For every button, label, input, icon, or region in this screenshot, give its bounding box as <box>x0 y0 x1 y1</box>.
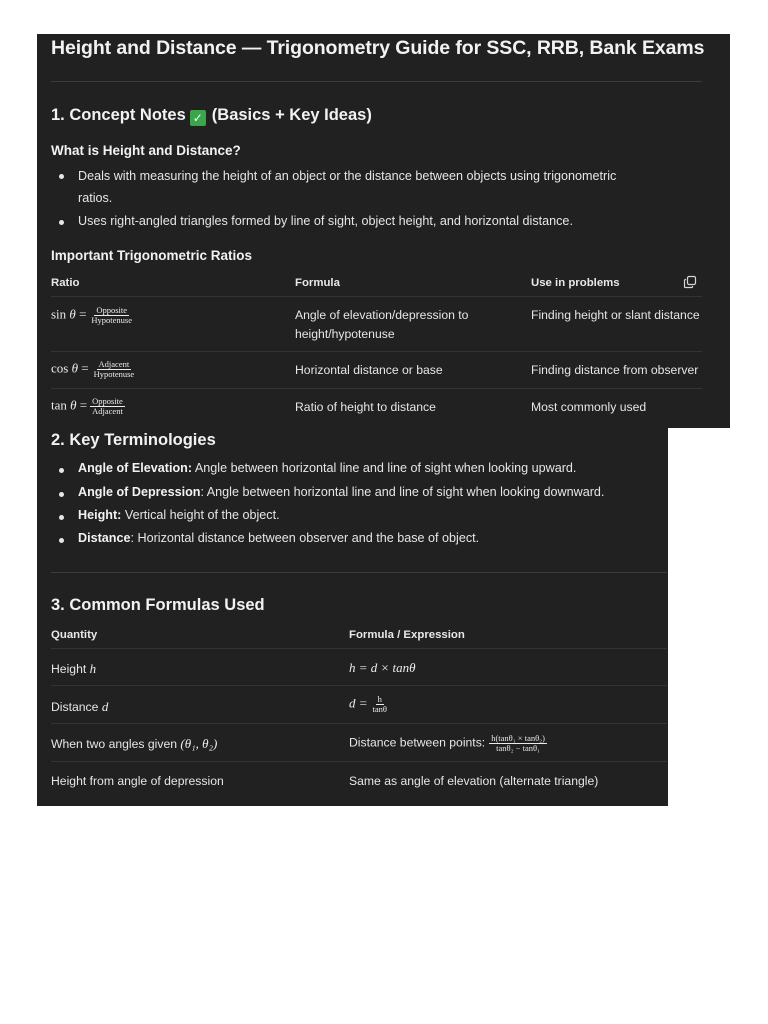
quantity-cell: Distance d <box>51 699 109 714</box>
ratio-tan: tan θ = $\frac{\text{Opposite}}{\text{Adjacent}}$ <box>51 396 123 416</box>
copy-icon[interactable] <box>683 275 697 289</box>
ratio-cos: cos θ = $\frac{\text{Adjacent}}{\text{Hypotenuse}}$ <box>51 359 135 379</box>
formula-cell: Angle of elevation/depression to <box>295 308 469 322</box>
top-panel <box>37 34 730 428</box>
table-row-divider <box>51 351 702 352</box>
section2-heading: 2. Key Terminologies <box>51 431 216 449</box>
term-item: Distance: Horizontal distance between observer and the base of object. <box>78 531 480 545</box>
section1-heading <box>51 106 372 126</box>
expression-cell: d = $\frac{h}{\tan\theta}$ <box>349 694 387 714</box>
col-header-use: Use in problems <box>531 277 620 289</box>
table-row-divider <box>51 723 667 724</box>
bullet-dot <box>59 515 64 520</box>
page-title: Height and Distance — Trigonometry Guide for SSC, RRB, Bank Exams <box>51 37 705 59</box>
ratios-heading: Important Trigonometric Ratios <box>51 248 253 263</box>
ratio-sin: sin θ = $\frac{\text{Opposite}}{\text{Hypotenuse}}$ <box>51 305 133 325</box>
section1-heading-prefix: 1. Concept Notes <box>51 106 186 124</box>
col-header-expression: Formula / Expression <box>349 629 465 641</box>
quantity-cell: Height from angle of depression <box>51 774 224 788</box>
divider <box>51 572 667 573</box>
table-row-divider <box>51 761 667 762</box>
col-header-quantity: Quantity <box>51 629 98 641</box>
formula-cell: Ratio of height to distance <box>295 400 436 414</box>
term-item: Angle of Depression: Angle between horizontal line and line of sight when looking downward. <box>78 485 605 499</box>
bullet-dot <box>59 174 64 179</box>
concept-bullet-2: Uses right-angled triangles formed by line of sight, object height, and horizontal distance. <box>78 214 573 228</box>
section1-heading-suffix: (Basics + Key Ideas) <box>211 106 372 124</box>
bullet-dot <box>59 492 64 497</box>
table-row-divider <box>51 388 702 389</box>
formula-cell: Horizontal distance or base <box>295 363 443 377</box>
bottom-panel <box>37 428 668 806</box>
expression-cell: Distance between points: $\frac{\text{h(tanθ₁ × tanθ₂)}}{\text{tanθ₂ − tanθ₁}}$ <box>349 733 545 753</box>
section3-heading: 3. Common Formulas Used <box>51 596 265 614</box>
term-item: Height: Vertical height of the object. <box>78 508 280 522</box>
formula-cell-cont: height/hypotenuse <box>295 327 395 341</box>
table-divider <box>51 648 667 649</box>
concept-bullet-1: Deals with measuring the height of an object or the distance between objects using trigonometric <box>78 169 617 183</box>
use-cell: Finding distance from observer <box>531 363 699 377</box>
what-is-heading: What is Height and Distance? <box>51 143 241 158</box>
use-cell: Most commonly used <box>531 400 647 414</box>
table-divider <box>51 296 702 297</box>
use-cell: Finding height or slant distance <box>531 308 700 322</box>
table-row-divider <box>51 685 667 686</box>
bullet-dot <box>59 220 64 225</box>
divider <box>51 81 702 82</box>
check-mark-icon: ✓ <box>190 110 206 126</box>
col-header-ratio: Ratio <box>51 277 80 289</box>
expression-cell: Same as angle of elevation (alternate triangle) <box>349 774 599 788</box>
expression-cell: h = d × tanθ <box>349 660 416 675</box>
bullet-dot <box>59 468 64 473</box>
col-header-formula: Formula <box>295 277 340 289</box>
quantity-cell: Height h <box>51 661 97 676</box>
term-item: Angle of Elevation: Angle between horizontal line and line of sight when looking upward. <box>78 461 577 475</box>
concept-bullet-1-cont: ratios. <box>78 191 113 205</box>
quantity-cell: When two angles given (θ₁, θ₂) <box>51 736 218 751</box>
bullet-dot <box>59 538 64 543</box>
